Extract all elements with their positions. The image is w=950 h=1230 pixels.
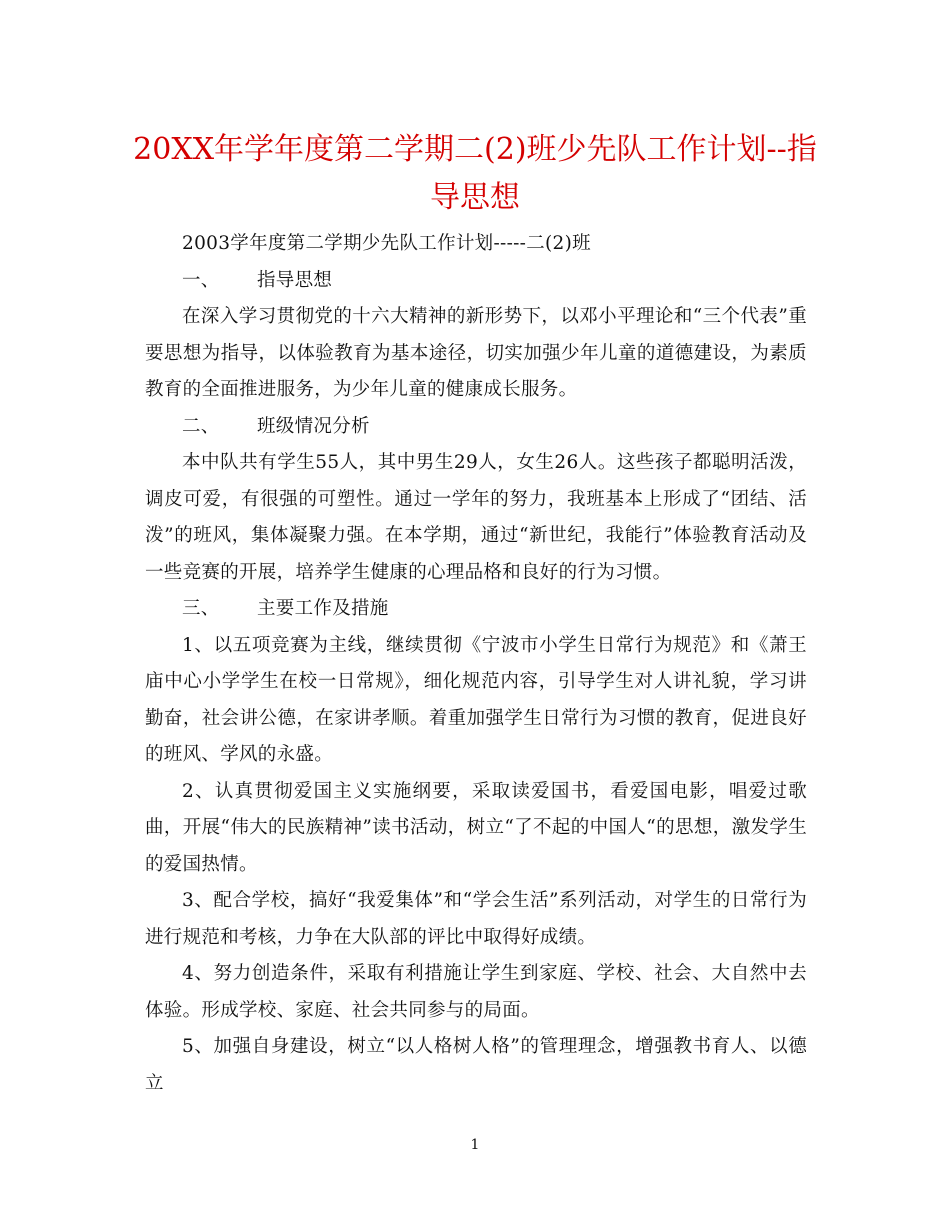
document-title: 20XX年学年度第二学期二(2)班少先队工作计划--指导思想 [133, 132, 817, 215]
section-title: 指导思想 [257, 269, 333, 291]
section-number: 三、 [182, 598, 220, 619]
document-body [145, 226, 807, 1102]
section-heading-2 [145, 409, 807, 446]
paragraph: 3、配合学校，搞好“我爱集体”和“学会生活”系列活动，对学生的日常行为进行规范和考核，力争在大队部的评比中取得好成绩。 [145, 890, 807, 948]
paragraph: 本中队共有学生55人，其中男生29人，女生26人。这些孩子都聪明活泼，调皮可爱，有很强的可塑性。通过一学年的努力，我班基本上形成了“团结、活泼”的班风，集体凝聚力强。在本学期，通过“新世纪，我能行”体验教育活动及一些竞赛的开展，培养学生健康的心理品格和良好的行为习惯。 [145, 452, 807, 583]
section-number: 一、 [182, 269, 220, 291]
section-heading-1 [145, 263, 807, 300]
paragraph: 4、努力创造条件，采取有利措施让学生到家庭、学校、社会、大自然中去体验。形成学校、家庭、社会共同参与的局面。 [145, 963, 807, 1021]
paragraph: 在深入学习贯彻党的十六大精神的新形势下，以邓小平理论和“三个代表”重要思想为指导，以体验教育为基本途径，切实加强少年儿童的道德建设，为素质教育的全面推进服务，为少年儿童的健康成长服务。 [145, 306, 807, 400]
paragraph: 2、认真贯彻爱国主义实施纲要，采取读爱国书，看爱国电影，唱爱过歌曲，开展“伟大的民族精神”读书活动，树立“了不起的中国人“的思想，激发学生的爱国热情。 [145, 780, 807, 875]
subtitle-line: 2003学年度第二学期少先队工作计划-----二(2)班 [182, 233, 591, 254]
section-number: 二、 [182, 415, 220, 437]
paragraph: 1、以五项竞赛为主线，继续贯彻《宁波市小学生日常行为规范》和《萧王庙中心小学学生在校一日常规》，细化规范内容，引导学生对人讲礼貌，学习讲勤奋，社会讲公德，在家讲孝顺。着重加强学生日常行为习惯的教育，促进良好的班风、学风的永盛。 [145, 634, 807, 765]
section-title: 主要工作及措施 [257, 598, 389, 619]
paragraph: 5、加强自身建设，树立“以人格树人格”的管理理念，增强教书育人、以德立 [145, 1036, 807, 1094]
page-number: 1 [470, 1137, 480, 1153]
section-heading-3 [145, 591, 807, 628]
section-title: 班级情况分析 [257, 415, 370, 437]
